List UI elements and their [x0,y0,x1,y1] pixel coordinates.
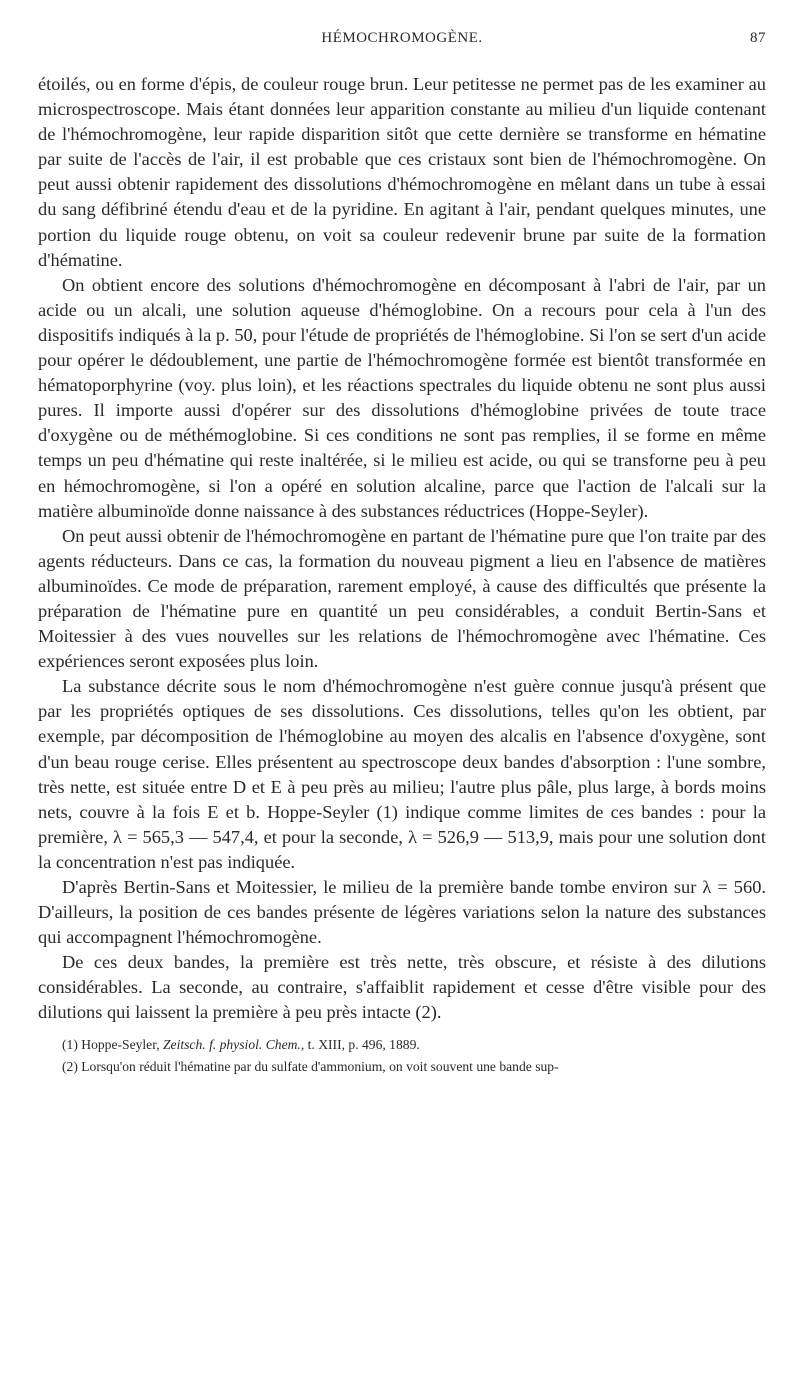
paragraph-3: On peut aussi obtenir de l'hémochromogène en partant de l'hématine pure que l'on traite par des agents réducteurs. Dans ce cas, la formation du nouveau pigment a lieu en l'absence de matières albuminoïdes. Ce mode de préparation, rarement employé, à cause des difficultés que présente la préparation de l'hématine pure en quantité un peu considérables, a conduit Bertin-Sans et Moitessier à des vues nouvelles sur les relations de l'hémochromogène avec l'hématine. Ces expériences seront exposées plus loin. [38,525,766,672]
paragraph-6: De ces deux bandes, la première est très nette, très obscure, et résiste à des dilutions considérables. La seconde, au contraire, s'affaiblit rapidement et cesse d'être visible pour des dilutions qui laissent la première à peu près intacte (2). [38,952,766,1023]
running-title: HÉMOCHROMOGÈNE. [321,30,483,46]
footnote-1 [38,1034,766,1056]
paragraph-4: La substance décrite sous le nom d'hémochromogène n'est guère connue jusqu'à présent que par les propriétés optiques de ses dissolutions. Ces dissolutions, telles qu'on les obtient, par exemple, par décomposition de l'hémoglobine au moyen des alcalis en l'absence d'oxygène, sont d'un beau rouge cerise. Elles présentent au spectroscope deux bandes d'absorption : l'une sombre, très nette, est située entre D et E à peu près au milieu; l'autre plus pâle, plus large, à bords moins nets, couvre à la fois E et b. Hoppe-Seyler (1) indique comme limites de ces bandes : pour la première, λ = 565,3 — 547,4, et pour la seconde, λ = 526,9 — 513,9, mais pour une solution dont la concentration n'est pas indiquée. [38,676,766,872]
running-header [38,30,766,54]
paragraph-1: étoilés, ou en forme d'épis, de couleur rouge brun. Leur petitesse ne permet pas de les examiner au microspectroscope. Mais étant données leur apparition constante au milieu d'un liquide contenant de l'hémochromogène, leur rapide disparition sitôt que cette dernière se transforme en hématine par suite de l'accès de l'air, il est probable que ces cristaux sont bien de l'hémochromogène. On peut aussi obtenir rapidement des dissolutions d'hémochromogène en mêlant dans un tube à essai du sang défibriné étendu d'eau et de la pyridine. En agitant à l'air, pendant quelques minutes, une portion du liquide rouge obtenu, on voit sa couleur redevenir brune par suite de la formation d'hématine. [38,74,766,270]
paragraph-2: On obtient encore des solutions d'hémochromogène en décomposant à l'abri de l'air, par un acide ou un alcali, une solution aqueuse d'hémoglobine. On a recours pour cela à l'un des dispositifs indiqués à la p. 50, pour l'étude de propriétés de l'hémoglobine. Si l'on se sert d'un acide pour opérer le dédoublement, une partie de l'hémochromogène formée est bientôt transformée en hématoporphyrine (voy. plus loin), et les réactions spectrales du liquide obtenu ne sont plus aussi pures. Il importe aussi d'opérer sur des dissolutions d'hémoglobine privées de toute trace d'oxygène ou de méthémoglobine. Si ces conditions ne sont pas remplies, il se forme en même temps un peu d'hématine qui reste inaltérée, si le milieu est acide, ou qui se transforne peu à peu en hémochromogène, si l'on a opéré en solution alcaline, parce que l'action de l'alcali sur la matière albuminoïde donne naissance à des substances réductrices (Hoppe-Seyler). [38,274,766,521]
footnote-2: (2) Lorsqu'on réduit l'hématine par du sulfate d'ammonium, on voit souvent une bande sup- [62,1058,559,1074]
footnotes [38,1034,766,1078]
body-text [38,72,766,1026]
footnote-1-suffix: , t. XIII, p. 496, 1889. [300,1036,420,1052]
page [38,30,766,1078]
page-number: 87 [750,30,766,46]
footnote-1-prefix: (1) Hoppe-Seyler, [62,1036,163,1052]
footnote-1-journal: Zeitsch. f. physiol. Chem. [163,1036,301,1052]
paragraph-5: D'après Bertin-Sans et Moitessier, le milieu de la première bande tombe environ sur λ = 560. D'ailleurs, la position de ces bandes présente de légères variations selon la nature des substances qui accompagnent l'hémochromogène. [38,877,766,948]
